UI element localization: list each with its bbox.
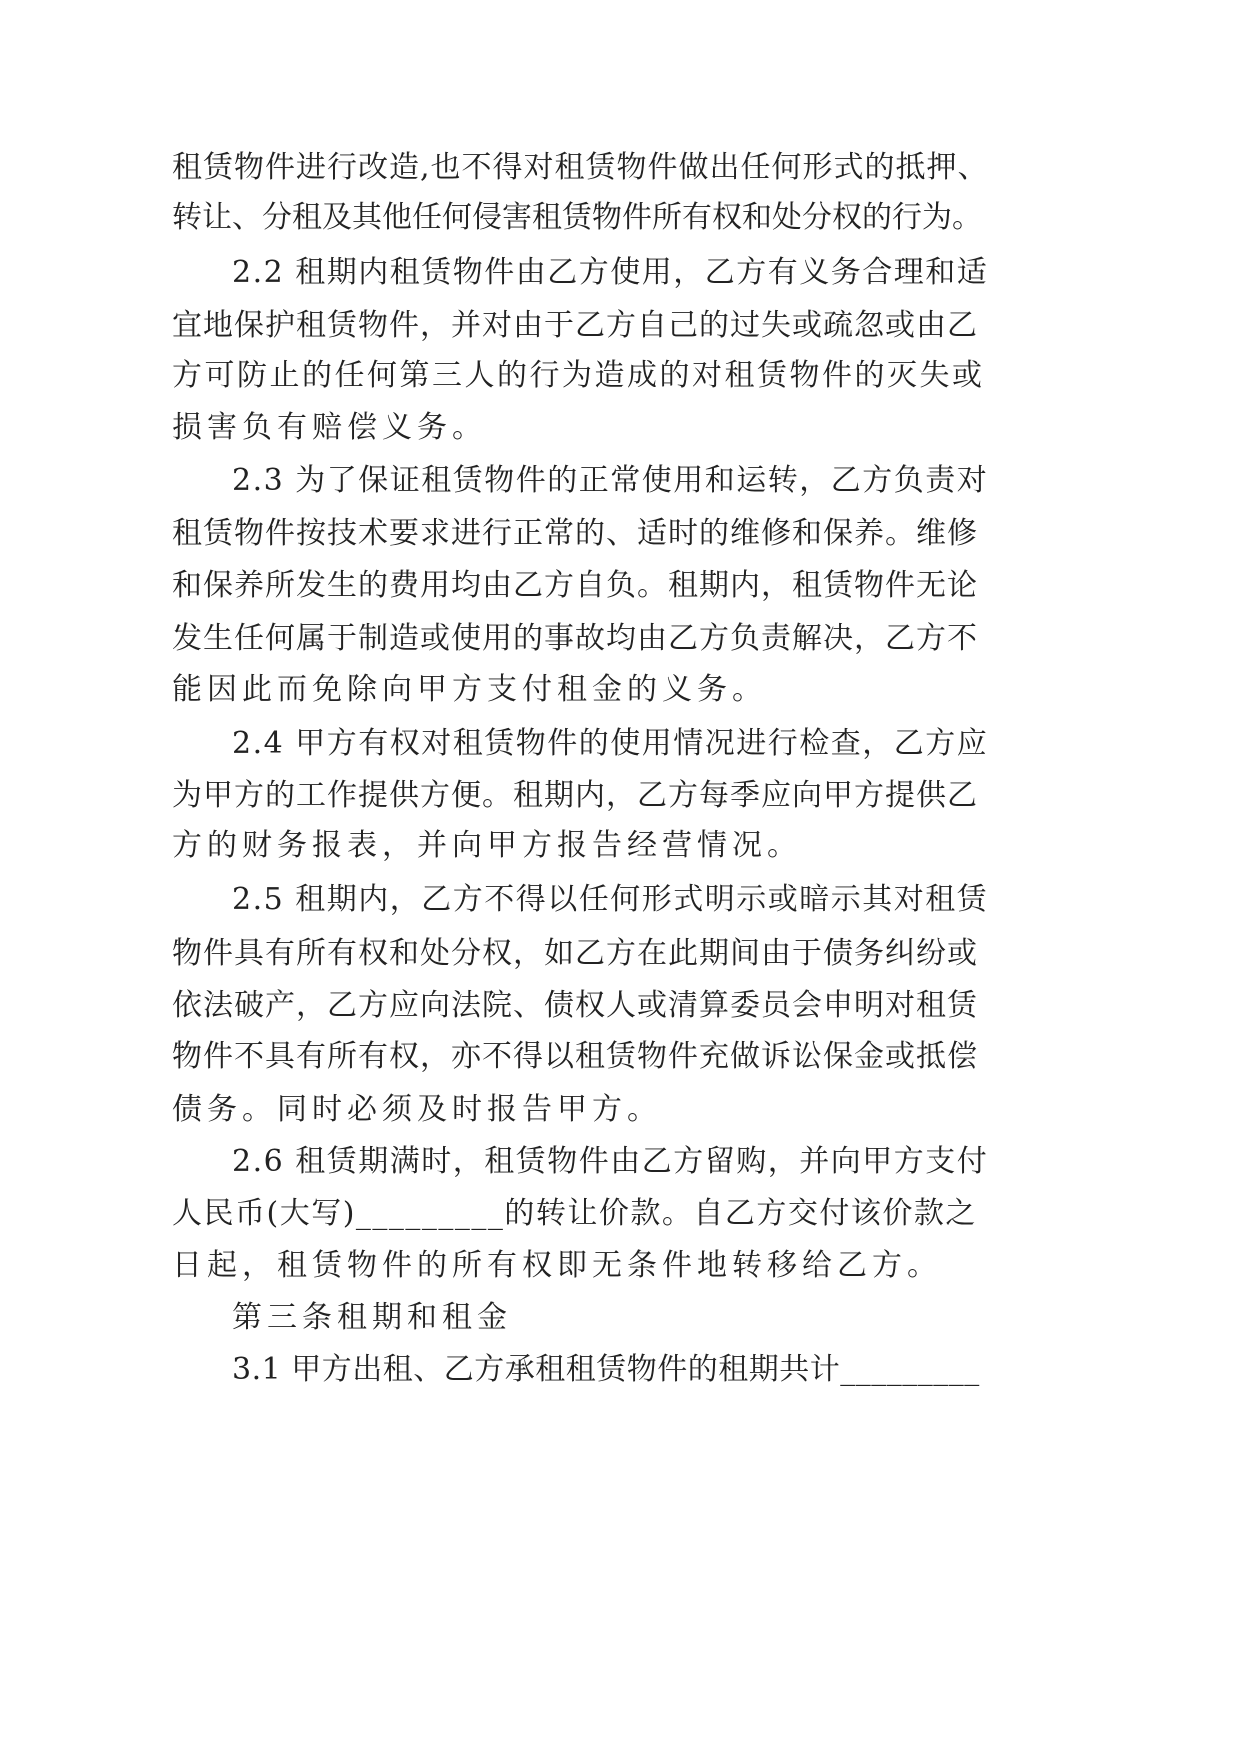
text-line: 2.5 租期内，乙方不得以任何形式明示或暗示其对租赁 xyxy=(232,882,989,917)
text-line: 物件不具有所有权，亦不得以租赁物件充做诉讼保金或抵偿 xyxy=(172,1039,978,1074)
text-line: 发生任何属于制造或使用的事故均由乙方负责解决，乙方不 xyxy=(172,621,978,656)
section-heading: 第三条租期和租金 xyxy=(232,1300,512,1335)
text-line: 租赁物件按技术要求进行正常的、适时的维修和保养。维修 xyxy=(172,516,978,551)
text-line: 方可防止的任何第三人的行为造成的对租赁物件的灭失或 xyxy=(172,358,985,393)
text-line: 和保养所发生的费用均由乙方自负。租期内，租赁物件无论 xyxy=(172,568,978,603)
text-line: 依法破产，乙方应向法院、债权人或清算委员会申明对租赁 xyxy=(172,988,978,1023)
text-line: 日起，租赁物件的所有权即无条件地转移给乙方。 xyxy=(172,1248,942,1283)
text-line: 方的财务报表，并向甲方报告经营情况。 xyxy=(172,828,802,863)
text-line: 2.6 租赁期满时，租赁物件由乙方留购，并向甲方支付 xyxy=(232,1144,989,1179)
text-line: 2.2 租期内租赁物件由乙方使用，乙方有义务合理和适 xyxy=(232,255,989,290)
text-line: 为甲方的工作提供方便。租期内，乙方每季应向甲方提供乙 xyxy=(172,778,978,813)
text-line: 宜地保护租赁物件，并对由于乙方自己的过失或疏忽或由乙 xyxy=(172,308,978,343)
text-line: 转让、分租及其他任何侵害租赁物件所有权和处分权的行为。 xyxy=(172,200,982,235)
text-line: 3.1 甲方出租、乙方承租租赁物件的租期共计_________ xyxy=(232,1352,980,1387)
text-line: 2.4 甲方有权对租赁物件的使用情况进行检查，乙方应 xyxy=(232,726,989,761)
text-line: 租赁物件进行改造,也不得对租赁物件做出任何形式的抵押、 xyxy=(172,150,989,185)
text-line: 损害负有赔偿义务。 xyxy=(172,410,487,445)
text-line: 2.3 为了保证租赁物件的正常使用和运转，乙方负责对 xyxy=(232,463,989,498)
text-line: 人民币(大写)_________的转让价款。自乙方交付该价款之 xyxy=(172,1196,977,1231)
text-line: 债务。同时必须及时报告甲方。 xyxy=(172,1092,662,1127)
text-line: 能因此而免除向甲方支付租金的义务。 xyxy=(172,672,767,707)
text-line: 物件具有所有权和处分权，如乙方在此期间由于债务纠纷或 xyxy=(172,936,978,971)
